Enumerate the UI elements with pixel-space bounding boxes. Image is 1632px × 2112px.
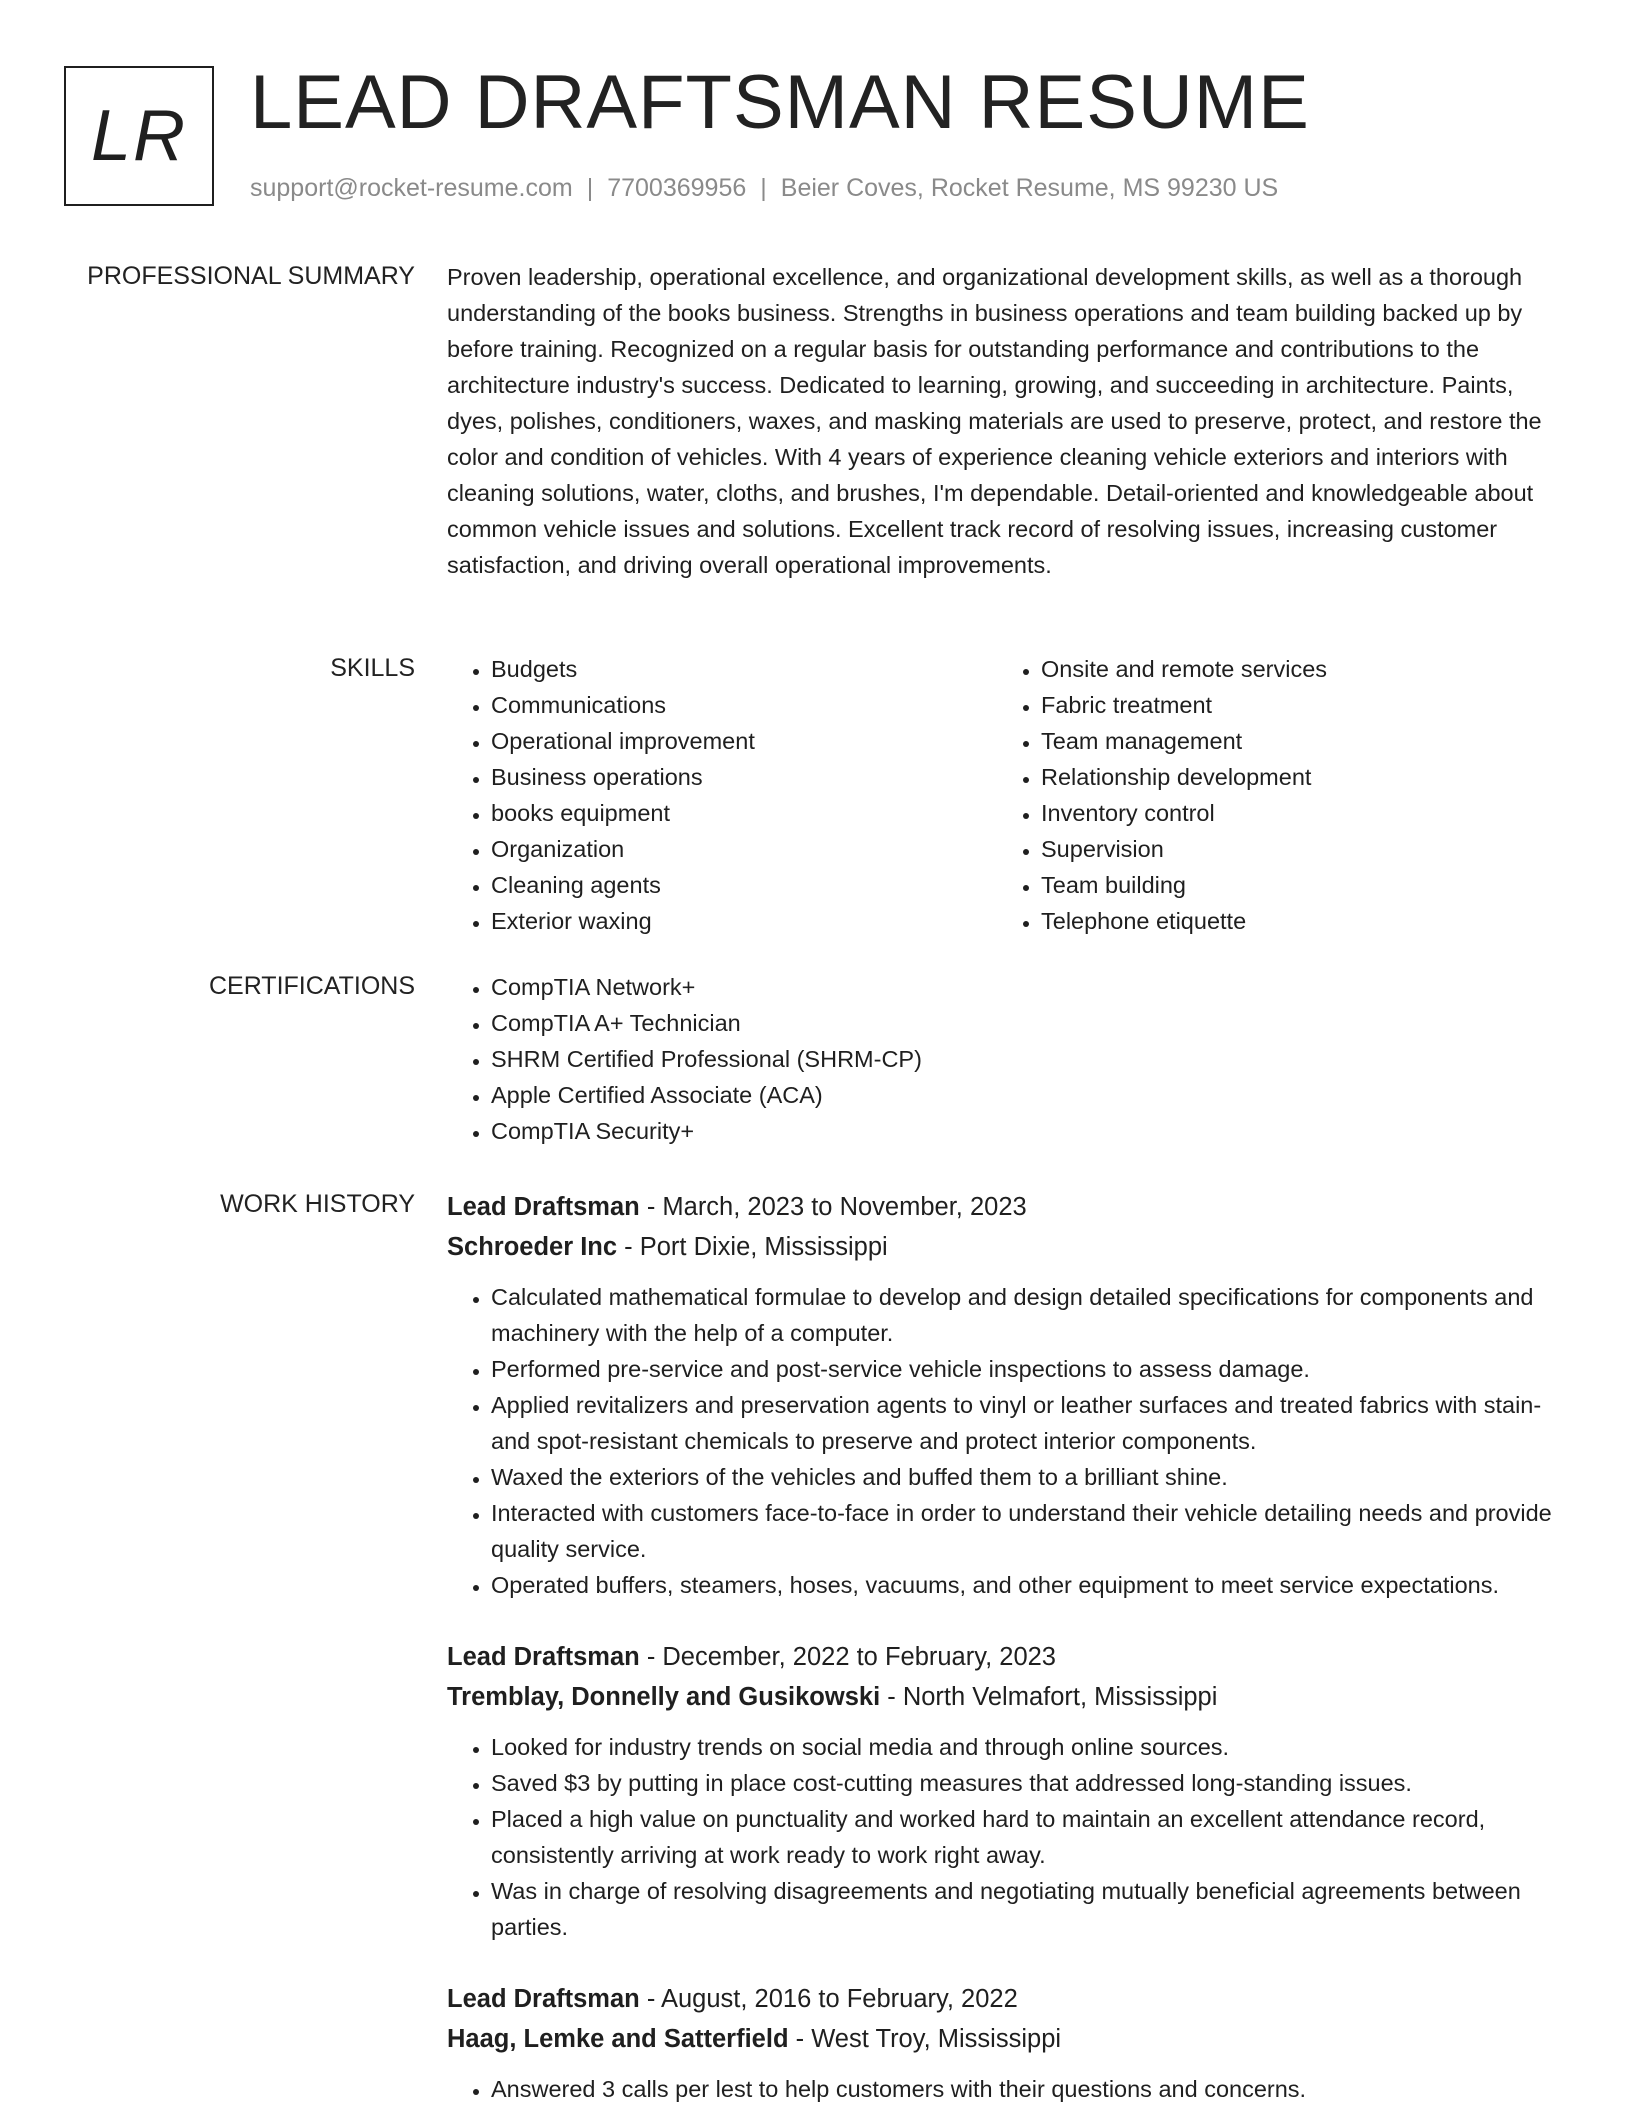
- job-title: Lead Draftsman: [447, 1643, 640, 1671]
- job-dates: - August, 2016 to February, 2022: [639, 1985, 1018, 2013]
- summary-text: Proven leadership, operational excellence, and organizational development skills, as well as a thorough understanding of the books business. Strengths in business operations and team building backed up by before training. Recognized on a regular basis for outstanding performance and contributions to the architecture industry's success. Dedicated to learning, growing, and succeeding in architecture. Paints, dyes, polishes, conditioners, waxes, and masking materials are used to preserve, protect, and restore the color and condition of vehicles. With 4 years of experience cleaning vehicle exteriors and interiors with cleaning solutions, water, cloths, and brushes, I'm dependable. Detail-oriented and knowledgeable about common vehicle issues and solutions. Excellent track record of resolving issues, increasing customer satisfaction, and driving overall operational improvements.: [447, 264, 1542, 578]
- job-title: Lead Draftsman: [447, 1193, 640, 1221]
- job-company: Schroeder Inc: [447, 1233, 618, 1261]
- job-bullet: • Answered 3 calls per lest to help customers with their questions and concerns.: [491, 2071, 1562, 2107]
- job-bullet: • Placed a high value on punctuality and worked hard to maintain an excellent attendance record, consistently arriving at work ready to work right away.: [491, 1801, 1562, 1873]
- contact-separator: |: [586, 174, 594, 202]
- certifications-list: [447, 969, 1562, 1149]
- job-location: - West Troy, Mississippi: [788, 2025, 1062, 2053]
- skill-item: • Fabric treatment: [1041, 687, 1581, 723]
- certification-item: • SHRM Certified Professional (SHRM-CP): [491, 1041, 1562, 1077]
- job-bullet: • Performed pre-service and post-service vehicle inspections to assess damage.: [491, 1351, 1562, 1387]
- skill-item: • Team building: [1041, 867, 1581, 903]
- skill-item: • Relationship development: [1041, 759, 1581, 795]
- job-title: Lead Draftsman: [447, 1985, 640, 2013]
- job-company: Tremblay, Donnelly and Gusikowski: [447, 1683, 881, 1711]
- job-title-line: [447, 1187, 1562, 1227]
- job-dates: - March, 2023 to November, 2023: [639, 1193, 1027, 1221]
- monogram-logo: LR: [64, 66, 214, 206]
- skills-list-right: [997, 651, 1581, 939]
- certification-item: • CompTIA Network+: [491, 969, 1562, 1005]
- section-label-skills: SKILLS: [330, 654, 415, 682]
- skill-item: • Telephone etiquette: [1041, 903, 1581, 939]
- section-label-work-history: WORK HISTORY: [220, 1190, 415, 1218]
- skill-item: • Communications: [491, 687, 1031, 723]
- skill-item: • books equipment: [491, 795, 1031, 831]
- job-entry: [447, 1187, 1562, 1603]
- work-history-body: [447, 1187, 1562, 2107]
- job-bullet: • Saved $3 by putting in place cost-cutting measures that addressed long-standing issues.: [491, 1765, 1562, 1801]
- skill-item: • Business operations: [491, 759, 1031, 795]
- job-bullets: [447, 2071, 1562, 2107]
- job-bullet: • Looked for industry trends on social media and through online sources.: [491, 1729, 1562, 1765]
- job-bullet: • Waxed the exteriors of the vehicles and buffed them to a brilliant shine.: [491, 1459, 1562, 1495]
- job-company-line: [447, 1227, 1562, 1267]
- skill-item: • Team management: [1041, 723, 1581, 759]
- certifications-body: [447, 969, 1562, 1149]
- job-bullet: • Interacted with customers face-to-face in order to understand their vehicle detailing needs and provide quality service.: [491, 1495, 1562, 1567]
- job-company-line: [447, 2019, 1562, 2059]
- skill-item: • Supervision: [1041, 831, 1581, 867]
- certification-item: • Apple Certified Associate (ACA): [491, 1077, 1562, 1113]
- job-entry: [447, 1637, 1562, 1945]
- job-bullet: • Calculated mathematical formulae to develop and design detailed specifications for components and machinery with the help of a computer.: [491, 1279, 1562, 1351]
- skill-item: • Organization: [491, 831, 1031, 867]
- skill-item: • Budgets: [491, 651, 1031, 687]
- certification-item: • CompTIA A+ Technician: [491, 1005, 1562, 1041]
- skill-item: • Exterior waxing: [491, 903, 1031, 939]
- job-company: Haag, Lemke and Satterfield: [447, 2025, 789, 2053]
- skills-list-left: [447, 651, 1031, 939]
- job-bullet: • Was in charge of resolving disagreements and negotiating mutually beneficial agreements between parties.: [491, 1873, 1562, 1945]
- certification-item: • CompTIA Security+: [491, 1113, 1562, 1149]
- job-location: - North Velmafort, Mississippi: [880, 1683, 1218, 1711]
- contact-phone[interactable]: 7700369956: [607, 174, 747, 202]
- section-label-certifications: CERTIFICATIONS: [208, 972, 415, 1000]
- contact-email[interactable]: support@rocket-resume.com: [250, 174, 573, 202]
- skill-item: • Onsite and remote services: [1041, 651, 1581, 687]
- job-company-line: [447, 1677, 1562, 1717]
- job-title-line: [447, 1979, 1562, 2019]
- skills-body: [447, 651, 1562, 941]
- job-bullet: • Applied revitalizers and preservation agents to vinyl or leather surfaces and treated fabrics with stain- and spot-resistant chemicals to preserve and protect interior components.: [491, 1387, 1562, 1459]
- job-bullet: • Operated buffers, steamers, hoses, vacuums, and other equipment to meet service expectations.: [491, 1567, 1562, 1603]
- contact-line: [250, 174, 1278, 203]
- job-bullets: [447, 1279, 1562, 1603]
- section-label-summary: PROFESSIONAL SUMMARY: [87, 262, 415, 290]
- skill-item: • Cleaning agents: [491, 867, 1031, 903]
- resume-title: LEAD DRAFTSMAN RESUME: [250, 60, 1310, 145]
- contact-address: Beier Coves, Rocket Resume, MS 99230 US: [780, 174, 1279, 202]
- job-bullets: [447, 1729, 1562, 1945]
- job-title-line: [447, 1637, 1562, 1677]
- job-entry: [447, 1979, 1562, 2107]
- contact-separator: |: [760, 174, 767, 202]
- skill-item: • Inventory control: [1041, 795, 1581, 831]
- skill-item: • Operational improvement: [491, 723, 1031, 759]
- job-location: - Port Dixie, Mississippi: [617, 1233, 888, 1261]
- job-dates: - December, 2022 to February, 2023: [639, 1643, 1056, 1671]
